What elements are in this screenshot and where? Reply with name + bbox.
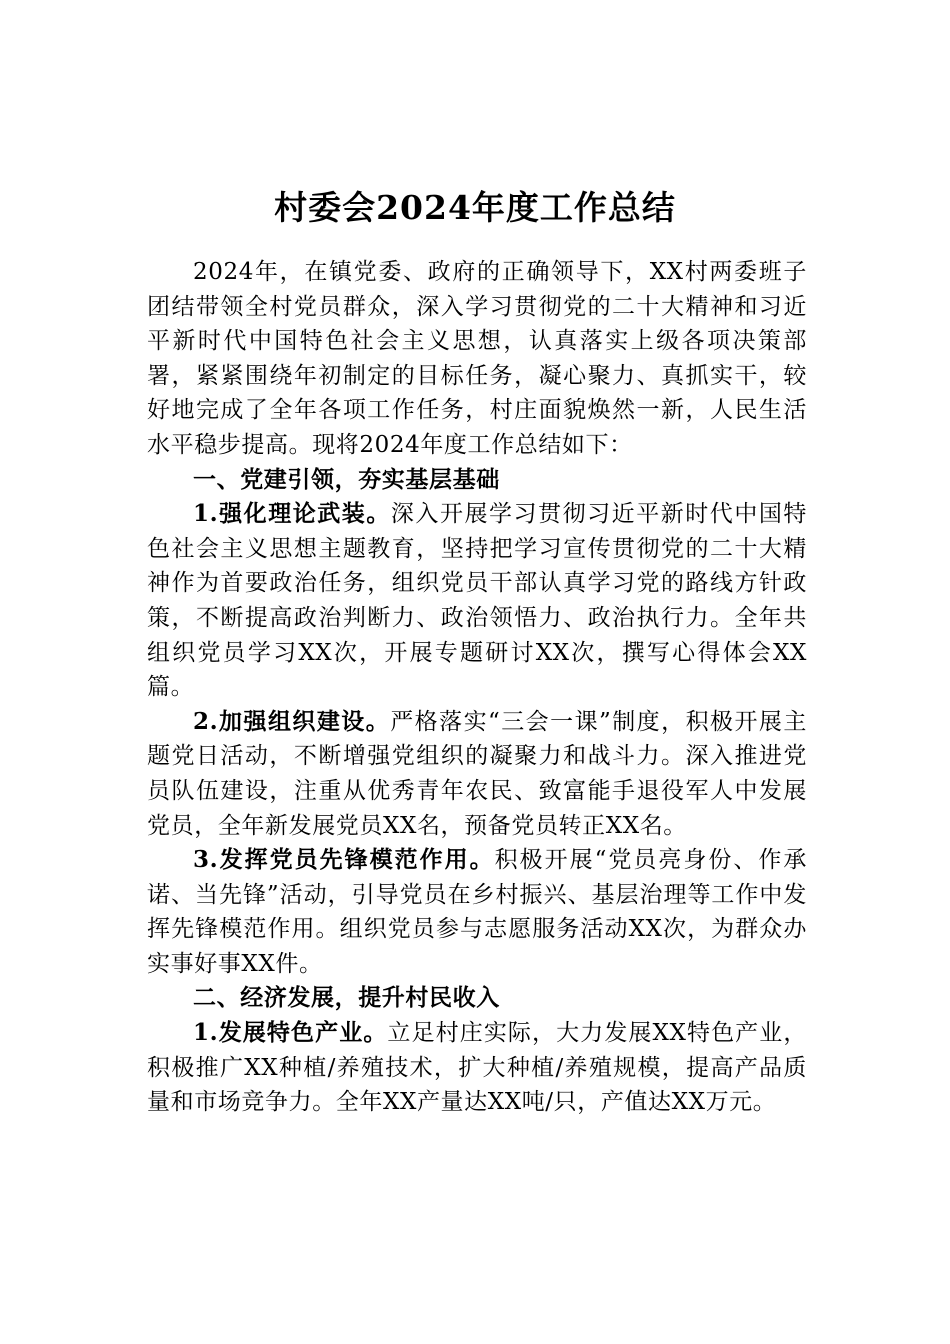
- document-title: 村委会2024年度工作总结: [274, 188, 676, 228]
- intro-paragraph: 2024年，在镇党委、政府的正确领导下，XX村两委班子团结带领全村党员群众，深入学习贯彻党的二十大精神和习近平新时代中国特色社会主义思想，认真落实上级各项决策部署，紧紧围绕年初制定的目标任务，凝心聚力、真抓实干，较好地完成了全年各项工作任务，村庄面貌焕然一新，人民生活水平稳步提高。现将2024年度工作总结如下：: [147, 259, 807, 458]
- paragraph-organization: [147, 705, 807, 843]
- paragraph-theory: [147, 497, 807, 705]
- paragraph-text: 严格落实“三会一课”制度，积极开展主题党日活动，不断增强党组织的凝聚力和战斗力。深入推进党员队伍建设，注重从优秀青年农民、致富能手退役军人中发展党员，全年新发展党员XX名，预备党员转正XX名。: [147, 708, 807, 839]
- paragraph-text: 立足村庄实际，大力发展XX特色产业，积极推广XX种植/养殖技术，扩大种植/养殖规模，提高产品质量和市场竞争力。全年XX产量达XX吨/只，产值达XX万元。: [147, 1020, 807, 1116]
- paragraph-vanguard: [147, 843, 807, 981]
- paragraph-text: 积极开展“党员亮身份、作承诺、当先锋”活动，引导党员在乡村振兴、基层治理等工作中发挥先锋模范作用。组织党员参与志愿服务活动XX次，为群众办实事好事XX件。: [147, 847, 807, 977]
- paragraph-lead: 1.强化理论武装。: [193, 500, 391, 528]
- paragraph-lead: 1.发展特色产业。: [193, 1019, 388, 1047]
- paragraph-lead: 2.加强组织建设。: [193, 707, 391, 735]
- paragraph-text: 深入开展学习贯彻习近平新时代中国特色社会主义思想主题教育，坚持把学习宣传贯彻党的二十大精神作为首要政治任务，组织党员干部认真学习党的路线方针政策，不断提高政治判断力、政治领悟力、政治执行力。全年共组织党员学习XX次，开展专题研讨XX次，撰写心得体会XX篇。: [147, 501, 807, 701]
- section-heading-party-building: 一、党建引领，夯实基层基础: [193, 466, 500, 493]
- paragraph-industry: [147, 1016, 807, 1120]
- document-body: [147, 255, 807, 1120]
- section-heading-economy: 二、经济发展，提升村民收入: [193, 985, 500, 1012]
- paragraph-lead: 3.发挥党员先锋模范作用。: [193, 846, 495, 874]
